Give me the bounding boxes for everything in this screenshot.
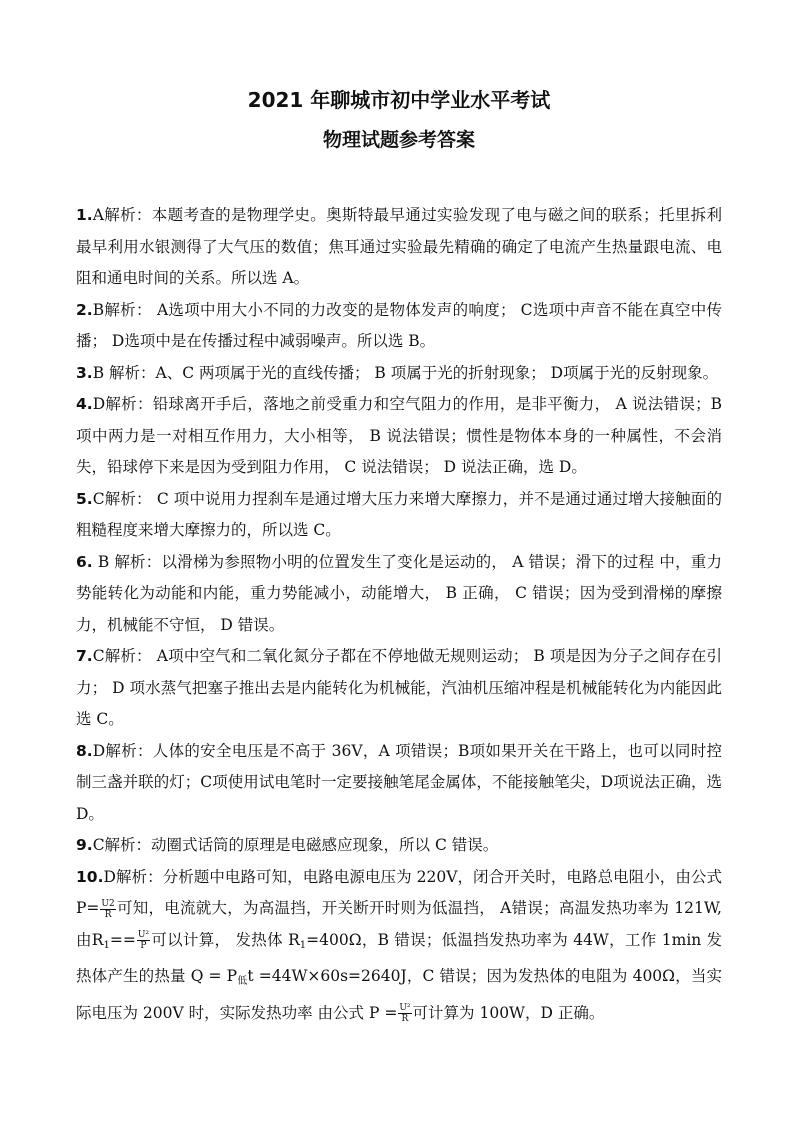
answer-text: t =44W×60s=2640J，C 错误；因为发热体的电阻为 400Ω，当实际电压为 200V 时，实际发热功率 由公式 P = [76,967,723,1022]
answer-item-5 [76,484,722,547]
answer-text: B解析： A选项中用大小不同的力改变的是物体发声的响度； C选项中声音不能在真空中传播； D选项中是在传播过程中减弱噪声。所以选 B。 [76,300,722,350]
answer-item-8 [76,736,722,831]
answer-item-7 [76,641,722,736]
answer-text: D解析：人体的安全电压是不高于 36V，A 项错误；B项如果开关在干路上，也可以同时控制三盏并联的灯；C项使用试电笔时一定要接触笔尾金属体，不能接触笔尖，D项说法正确，选 D。 [76,741,722,823]
fraction-numerator: U² [137,930,150,940]
answer-item-2 [76,295,722,358]
answer-item-9 [76,830,722,862]
answer-number: 7. [76,647,93,665]
answer-text: B 解析：A、C 两项属于光的直线传播； B 项属于光的折射现象； D项属于光的反射现象。 [92,363,719,382]
answer-number: 3. [76,363,93,382]
fraction-numerator: U² [399,1003,411,1013]
answer-text: 可知，电流就大，为高温挡，开关断开时则为低温挡， A错误；高温发热功率为 121W,由 [76,899,722,949]
fraction-u2-over-p [137,930,150,951]
answer-text: =400Ω，B 错误；低温挡发热功率为 44W，工作 1min 发热体产生的热量 Q = P [76,930,722,985]
formula-text: == [109,930,136,949]
formula-text: P= [76,899,100,917]
answer-text: 可以计算， 发热体 R [151,930,300,949]
page-subtitle: 物理试题参考答案 [322,129,475,151]
answer-text: C解析： C 项中说用力捏刹车是通过增大压力来增大摩擦力，并不是通过通过增大接触面的粗糙程度来增大摩擦力的，所以选 C。 [76,489,722,539]
answer-text: A解析：本题考查的是物理学史。奥斯特最早通过实验发现了电与磁之间的联系；托里拆利最早利用水银测得了大气压的数值；焦耳通过实验最先精确的确定了电流产生热量跟电流、电阻和通电时间的关系。所以选 A。 [76,206,722,287]
fraction-numerator: U2 [101,898,115,909]
fraction-denominator: R [104,909,112,920]
answer-text: B 解析：以滑梯为参照物小明的位置发生了变化是运动的， A 错误；滑下的过程 中，重力势能转化为动能和内能，重力势能减小，动能增大， B 正确， C 错误；因为受到滑梯的摩擦力，机械能不守恒， D 错误。 [76,552,722,634]
page-title: 2021 年聊城市初中学业水平考试 [247,88,551,112]
answer-text: D解析：铅球离开手后，落地之前受重力和空气阻力的作用，是非平衡力， A 说法错误；B 项中两力是一对相互作用力，大小相等， B 说法错误；惯性是物体本身的一种属性，不会消失，铅球停下来是因为受到阻力作用， C 说法错误； D 说法正确，选 D。 [76,395,722,476]
answer-list [76,200,722,1029]
answer-text: C解析：动圈式话筒的原理是电磁感应现象，所以 C 错误。 [92,836,499,854]
answer-number: 8. [76,741,93,760]
answer-item-1 [76,200,722,295]
answer-text: 可计算为 100W，D 正确。 [412,1003,605,1022]
fraction-denominator: P [140,941,147,951]
fraction-u2-over-r [100,899,115,920]
answer-number: 4. [76,395,93,413]
answer-item-4 [76,389,722,484]
answer-number: 6. [76,552,93,571]
answer-text: C解析： A项中空气和二氧化氮分子都在不停地做无规则运动； B 项是因为分子之间存在引力； D 项水蒸气把塞子推出去是内能转化为机械能，汽油机压缩冲程是机械能转化为内能因此选 C。 [76,647,722,728]
answer-number: 2. [76,300,93,319]
formula-text: R [91,930,104,949]
fraction-denominator: R [401,1014,409,1024]
answer-text: D解析：分析题中电路可知，电路电源电压为 220V，闭合开关时，电路总电阻小，由公式 [103,867,722,886]
fraction-u2-over-r [398,1003,411,1024]
answer-number: 1. [76,206,93,224]
subscript: 1 [299,939,307,951]
subscript: 低 [237,976,248,987]
answer-item-10 [76,862,722,1030]
subscript: 1 [103,939,110,951]
answer-item-6 [76,547,722,642]
answer-number: 10. [76,867,104,886]
answer-number: 9. [76,836,93,854]
answer-item-3 [76,358,722,390]
answer-number: 5. [76,489,93,508]
